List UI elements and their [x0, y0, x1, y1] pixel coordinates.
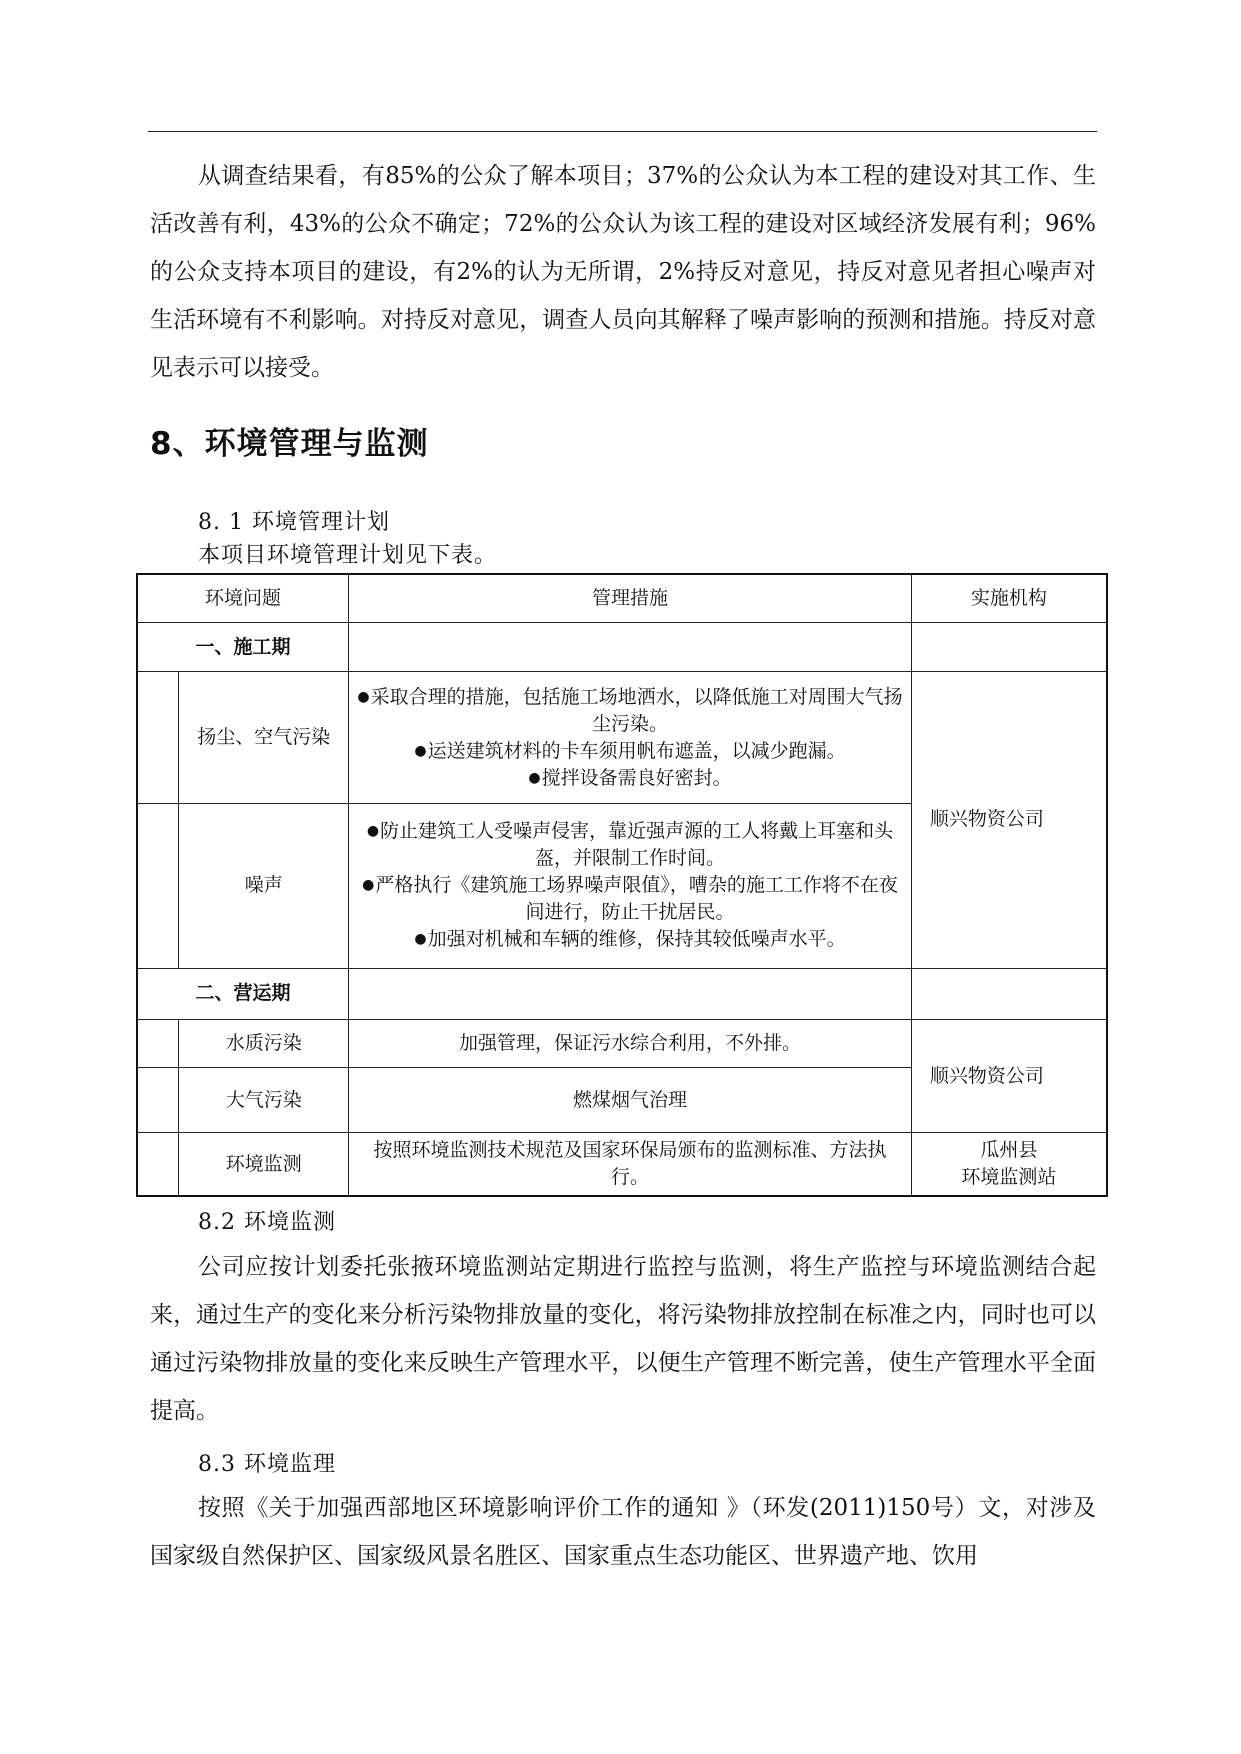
indent-cell: [137, 1133, 179, 1196]
issue-dust: 扬尘、空气污染: [179, 672, 349, 804]
empty-cell: [349, 968, 912, 1019]
empty-cell: [349, 623, 912, 672]
environment-management-table: [136, 573, 1108, 1197]
indent-cell: [137, 672, 179, 804]
measure-item: ●防止建筑工人受噪声侵害，靠近强声源的工人将戴上耳塞和头盔，并限制工作时间。: [366, 820, 894, 870]
issue-noise: 噪声: [179, 804, 349, 969]
measure-item: ●严格执行《建筑施工场界噪声限值》，嘈杂的施工工作将不在夜间进行，防止干扰居民。: [362, 874, 898, 924]
table-row: [137, 1133, 1107, 1196]
section-8-3-title: 8.3 环境监理: [198, 1452, 336, 1477]
measures-dust: [349, 672, 912, 804]
empty-cell: [911, 968, 1107, 1019]
issue-air: 大气污染: [179, 1068, 349, 1133]
measures-noise: [349, 804, 912, 969]
bullet-icon: ●: [414, 931, 427, 948]
header-rule: [148, 131, 1097, 132]
measure-item: ●加强对机械和车辆的维修，保持其较低噪声水平。: [414, 928, 846, 951]
section-8-2-paragraph: 公司应按计划委托张掖环境监测站定期进行监控与监测，将生产监控与环境监测结合起来，通过生产的变化来分析污染物排放量的变化，将污染物排放控制在标准之内，同时也可以通过污染物排放量的变化来反映生产管理水平，以便生产管理不断完善，使生产管理水平全面提高。: [150, 1254, 1096, 1424]
indent-cell: [137, 804, 179, 969]
construction-period-row: [137, 623, 1107, 672]
measure-air: 燃煤烟气治理: [349, 1068, 912, 1133]
issue-monitoring: 环境监测: [179, 1133, 349, 1196]
empty-cell: [911, 623, 1107, 672]
bullet-icon: ●: [414, 742, 427, 759]
header-measures: 管理措施: [349, 574, 912, 623]
bullet-icon: ●: [366, 823, 380, 840]
table-row: [137, 672, 1107, 804]
measure-monitoring: 按照环境监测技术规范及国家环保局颁布的监测标准、方法执行。: [349, 1133, 912, 1196]
operation-period-row: [137, 968, 1107, 1019]
section-8-1-title: 8. 1 环境管理计划: [198, 510, 390, 535]
measure-item: ●搅拌设备需良好密封。: [528, 766, 732, 789]
section-8-3-paragraph: 按照《关于加强西部地区环境影响评价工作的通知 》（环发(2011)150号）文，对涉及国家级自然保护区、国家级风景名胜区、国家重点生态功能区、世界遗产地、饮用: [150, 1495, 1096, 1569]
header-agency: 实施机构: [911, 574, 1107, 623]
operation-agency: 顺兴物资公司: [911, 1019, 1107, 1133]
measure-item: ●采取合理的措施，包括施工场地洒水，以降低施工对周围大气扬尘污染。: [357, 685, 903, 735]
table-row: [137, 1019, 1107, 1068]
indent-cell: [137, 1019, 179, 1068]
measure-item: ●运送建筑材料的卡车须用帆布遮盖，以减少跑漏。: [414, 739, 846, 762]
measure-water: 加强管理，保证污水综合利用，不外排。: [349, 1019, 912, 1068]
survey-paragraph: 从调查结果看，有85%的公众了解本项目；37%的公众认为本工程的建设对其工作、生活改善有利，43%的公众不确定；72%的公众认为该工程的建设对区域经济发展有利；96%的公众支持本项目的建设，有2%的认为无所谓，2%持反对意见，持反对意见者担心噪声对生活环境有不利影响。对持反对意见，调查人员向其解释了噪声影响的预测和措施。持反对意见表示可以接受。: [150, 163, 1096, 381]
monitoring-agency: 瓜州县 环境监测站: [911, 1133, 1107, 1196]
construction-period-label: 一、施工期: [137, 623, 349, 672]
bullet-icon: ●: [528, 769, 541, 786]
section-8-2-title: 8.2 环境监测: [198, 1210, 336, 1235]
bullet-icon: ●: [362, 877, 375, 894]
section-8-1-intro: 本项目环境管理计划见下表。: [198, 543, 498, 568]
construction-agency: 顺兴物资公司: [911, 672, 1107, 969]
issue-water: 水质污染: [179, 1019, 349, 1068]
operation-period-label: 二、营运期: [137, 968, 349, 1019]
section-8-title: 8、环境管理与监测: [150, 426, 429, 462]
table-header-row: [137, 574, 1107, 623]
bullet-icon: ●: [357, 688, 370, 705]
header-issue: 环境问题: [137, 574, 349, 623]
indent-cell: [137, 1068, 179, 1133]
